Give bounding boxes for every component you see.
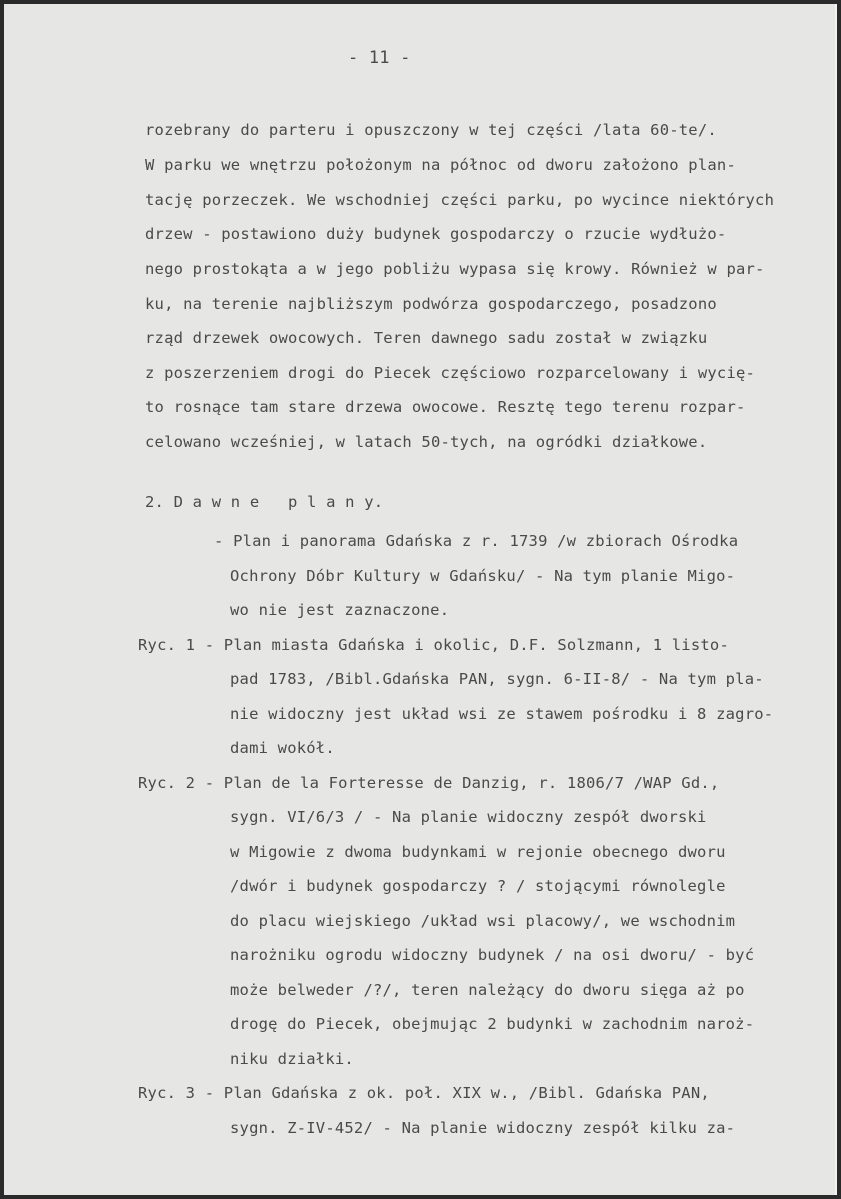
text-line: Ryc. 3 - Plan Gdańska z ok. poł. XIX w., /Bibl. Gdańska PAN, bbox=[138, 1084, 710, 1102]
text-line: sygn. VI/6/3 / - Na planie widoczny zespół dworski bbox=[230, 808, 707, 826]
typewritten-page bbox=[4, 4, 837, 1195]
text-line: celowano wcześniej, w latach 50-tych, na ogródki działkowe. bbox=[145, 433, 708, 451]
text-line: wo nie jest zaznaczone. bbox=[230, 601, 450, 619]
text-line: może belweder /?/, teren należący do dworu sięga aż po bbox=[230, 981, 745, 999]
text-line: nego prostokąta a w jego pobliżu wypasa się krowy. Również w par- bbox=[145, 260, 765, 278]
text-line: ku, na terenie najbliższym podwórza gospodarczego, posadzono bbox=[145, 295, 717, 313]
text-line: drzew - postawiono duży budynek gospodarczy o rzucie wydłużo- bbox=[145, 225, 727, 243]
text-line: narożniku ogrodu widoczny budynek / na osi dworu/ - być bbox=[230, 946, 755, 964]
text-line: do placu wiejskiego /układ wsi placowy/, we wschodnim bbox=[230, 912, 736, 930]
text-line: w Migowie z dwoma budynkami w rejonie obecnego dworu bbox=[230, 843, 726, 861]
text-line: Ryc. 2 - Plan de la Forteresse de Danzig, r. 1806/7 /WAP Gd., bbox=[138, 774, 720, 792]
text-line: pad 1783, /Bibl.Gdańska PAN, sygn. 6-II-8/ - Na tym pla- bbox=[230, 670, 764, 688]
text-line: to rosnące tam stare drzewa owocowe. Resztę tego terenu rozpar- bbox=[145, 398, 746, 416]
text-line: rozebrany do parteru i opuszczony w tej części /lata 60-te/. bbox=[145, 121, 717, 139]
text-line: z poszerzeniem drogi do Piecek częściowo rozparcelowany i wycię- bbox=[145, 364, 756, 382]
text-line: sygn. Z-IV-452/ - Na planie widoczny zespół kilku za- bbox=[230, 1119, 736, 1137]
text-line: /dwór i budynek gospodarczy ? / stojącymi równolegle bbox=[230, 877, 726, 895]
text-line: - Plan i panorama Gdańska z r. 1739 /w zbiorach Ośrodka bbox=[214, 532, 739, 550]
text-line: drogę do Piecek, obejmując 2 budynki w zachodnim naroż- bbox=[230, 1015, 755, 1033]
text-line: dami wokół. bbox=[230, 739, 335, 757]
section-heading: 2. D a w n e p l a n y. bbox=[145, 493, 384, 511]
page-number: - 11 - bbox=[348, 48, 411, 68]
text-line: tację porzeczek. We wschodniej części parku, po wycince niektórych bbox=[145, 191, 775, 209]
text-line: Ochrony Dóbr Kultury w Gdańsku/ - Na tym planie Migo- bbox=[230, 567, 736, 585]
text-line: nie widoczny jest układ wsi ze stawem pośrodku i 8 zagro- bbox=[230, 705, 774, 723]
text-line: niku działki. bbox=[230, 1050, 354, 1068]
text-line: rząd drzewek owocowych. Teren dawnego sadu został w związku bbox=[145, 329, 708, 347]
text-line: Ryc. 1 - Plan miasta Gdańska i okolic, D.F. Solzmann, 1 listo- bbox=[138, 636, 729, 654]
text-line: W parku we wnętrzu położonym na północ od dworu założono plan- bbox=[145, 156, 736, 174]
